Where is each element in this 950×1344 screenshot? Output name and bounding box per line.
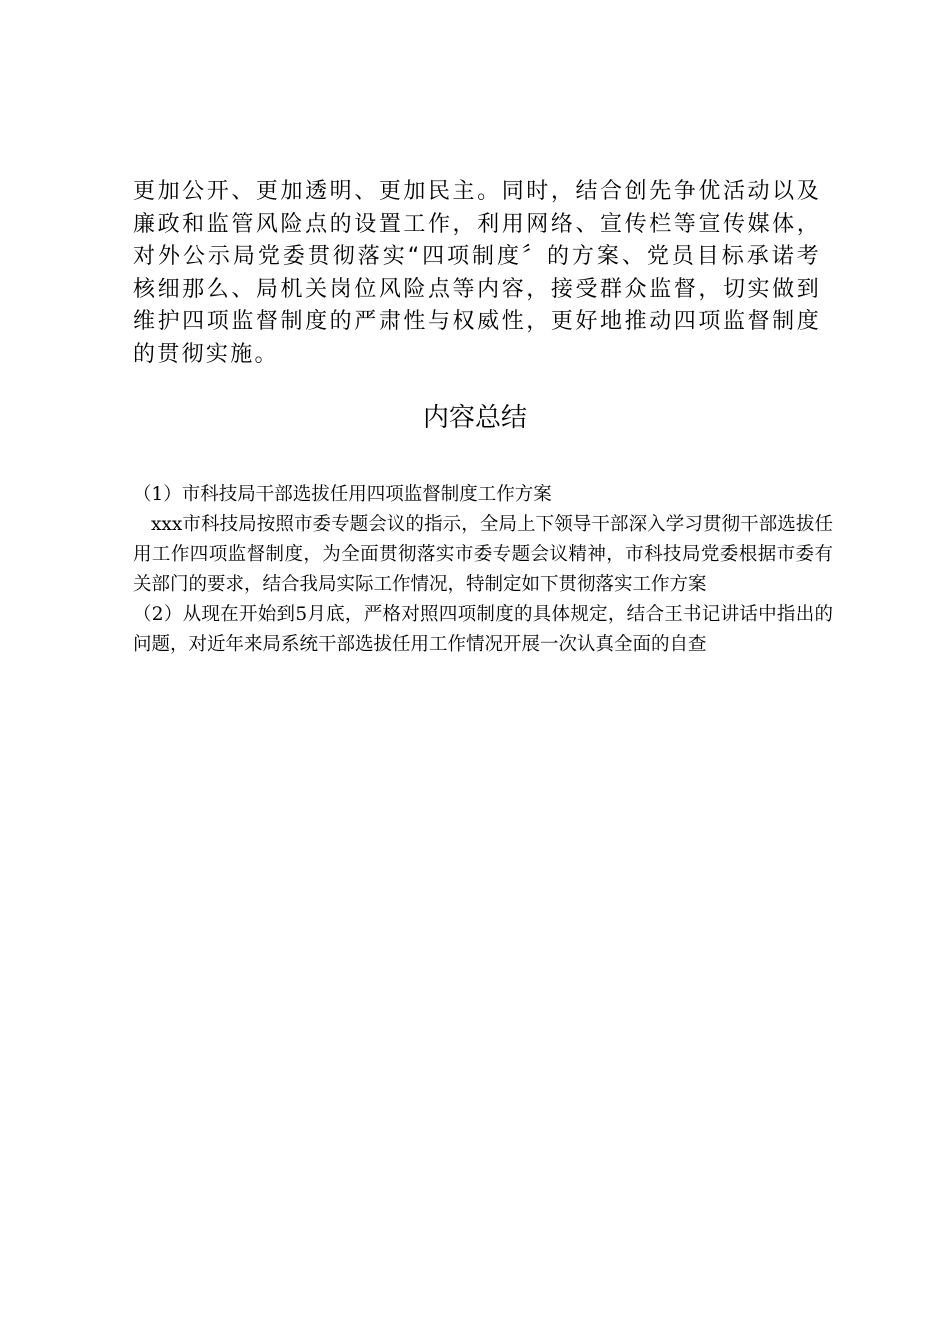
summary-title: 内容总结 bbox=[422, 403, 527, 433]
summary-item-body: xxx市科技局按照市委专题会议的指示，全局上下领导干部深入学习贯彻干部选拔任用工作四项监督制度，为全面贯彻落实市委专题会议精神，市科技局党委根据市委有关部门的要求，结合我局实际工作情况，特制定如下贯彻落实工作方案 bbox=[133, 514, 833, 595]
summary-section bbox=[133, 480, 833, 660]
summary-item-point: （2）从现在开始到5月底，严格对照四项制度的具体规定，结合王书记讲话中指出的问题，对近年来局系统干部选拔任用工作情况开展一次认真全面的自查 bbox=[133, 604, 833, 655]
summary-item-heading: （1）市科技局干部选拔任用四项监督制度工作方案 bbox=[133, 484, 552, 505]
body-paragraph: 更加公开、更加透明、更加民主。同时，结合创先争优活动以及廉政和监管风险点的设置工作，利用网络、宣传栏等宣传媒体，对外公示局党委贯彻落实“四项制度〞的方案、党员目标承诺考核细那么、局机关岗位风险点等内容，接受群众监督，切实做到维护四项监督制度的严肃性与权威性，更好地推动四项监督制度的贯彻实施。 bbox=[133, 179, 821, 367]
